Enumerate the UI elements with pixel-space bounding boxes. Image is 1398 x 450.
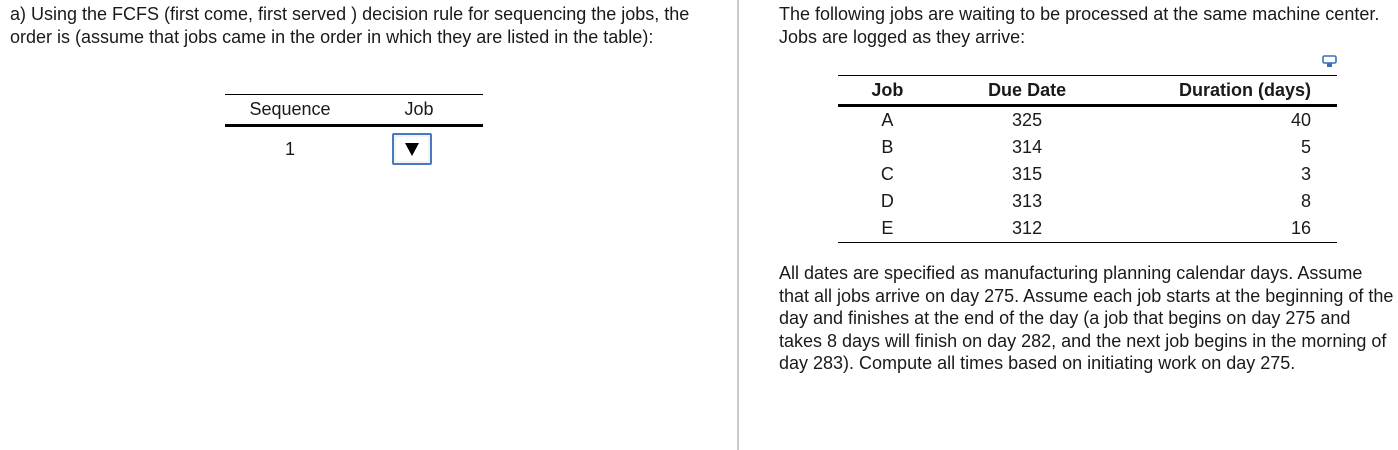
sequence-number: 1 <box>284 138 295 159</box>
due-date-cell: 313 <box>1012 191 1043 211</box>
sequence-header: Sequence <box>249 99 331 119</box>
dropdown-arrow-icon <box>405 143 419 156</box>
assumptions-text: All dates are specified as manufacturing planning calendar days. Assume that all jobs arrive on day 275. Assume each job starts at the beginning of the day and finishes at the end of the day (a job that begins on day 275 and takes 8 days will finish on day 282, and the next job begins in the morning of day 283). Compute all times based on initiating work on day 275. <box>779 263 1394 373</box>
due-date-cell: 315 <box>1012 164 1043 184</box>
table-row <box>838 106 1337 135</box>
job-cell: A <box>881 110 894 130</box>
duration-cell: 8 <box>1300 191 1311 211</box>
due-date-column-header: Due Date <box>937 76 1118 106</box>
duration-cell: 16 <box>1117 215 1337 243</box>
job-header: Job <box>404 99 434 119</box>
job-cell: C <box>880 164 894 184</box>
duration-cell: 3 <box>1300 164 1311 184</box>
job-cell: B <box>881 137 894 157</box>
sequence-table <box>225 94 483 171</box>
due-date-cell: 312 <box>937 215 1118 243</box>
intro-text: The following jobs are waiting to be processed at the same machine center. Jobs are logged as they arrive: <box>779 4 1380 47</box>
question-text: a) Using the FCFS (first come, first served ) decision rule for sequencing the jobs, the order is (assume that jobs came in the order in which they are listed in the table): <box>10 4 690 47</box>
due-date-cell: 314 <box>1012 137 1043 157</box>
job-cell: D <box>880 191 894 211</box>
sequence-table-header <box>225 95 483 127</box>
duration-column-header: Duration (days) <box>1117 76 1337 106</box>
table-row <box>838 188 1337 215</box>
table-row <box>838 215 1337 243</box>
jobs-table <box>838 75 1337 243</box>
duration-cell: 40 <box>1290 110 1311 130</box>
job-column-header: Job <box>838 76 937 106</box>
table-row <box>838 134 1337 161</box>
job-cell: E <box>838 215 937 243</box>
duration-cell: 5 <box>1300 137 1311 157</box>
job-select-dropdown[interactable] <box>392 133 432 165</box>
due-date-cell: 325 <box>1012 110 1043 130</box>
jobs-table-header <box>838 76 1337 106</box>
table-row <box>225 127 483 171</box>
right-pane <box>739 0 1398 450</box>
table-row <box>838 161 1337 188</box>
copy-table-icon[interactable] <box>1322 55 1338 69</box>
